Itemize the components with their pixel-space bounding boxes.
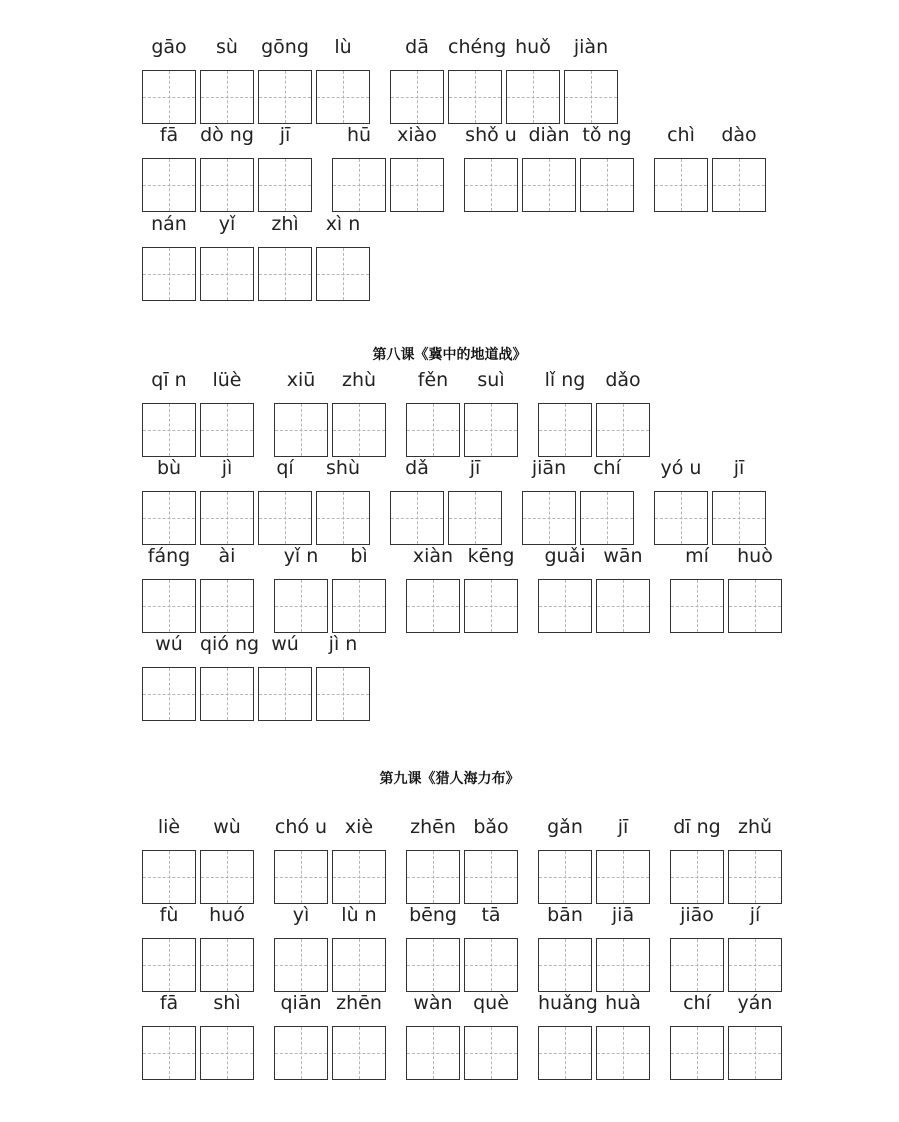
writing-grid-cell[interactable] — [538, 403, 592, 457]
pinyin-label: dò ng — [200, 124, 254, 146]
writing-grid-cell[interactable] — [142, 403, 196, 457]
writing-grid-cell[interactable] — [258, 491, 312, 545]
pinyin-label: gāo — [151, 36, 187, 58]
pinyin-label: gōng — [261, 36, 309, 58]
writing-grid-cell[interactable] — [464, 938, 518, 992]
writing-grid-cell[interactable] — [580, 158, 634, 212]
writing-grid-cell[interactable] — [538, 1026, 592, 1080]
pinyin-label: ài — [218, 545, 236, 567]
writing-grid-cell[interactable] — [258, 247, 312, 301]
pinyin-label: wú — [271, 633, 299, 655]
writing-grid-cell[interactable] — [200, 403, 254, 457]
writing-grid-cell[interactable] — [200, 1026, 254, 1080]
pinyin-label: wù — [213, 816, 241, 838]
pinyin-label: yì — [292, 904, 310, 926]
pinyin-label: zhù — [341, 369, 377, 391]
pinyin-label: bì — [350, 545, 368, 567]
pinyin-label: jiàn — [573, 36, 609, 58]
pinyin-label: huò — [737, 545, 773, 567]
writing-grid-cell[interactable] — [596, 579, 650, 633]
pinyin-label: huà — [605, 992, 641, 1014]
writing-grid-cell[interactable] — [390, 491, 444, 545]
pinyin-label: xiū — [286, 369, 316, 391]
pinyin-label: liè — [157, 816, 181, 838]
writing-grid-cell[interactable] — [332, 1026, 386, 1080]
pinyin-label: yán — [737, 992, 773, 1014]
pinyin-label: tā — [481, 904, 501, 926]
pinyin-label: lù n — [341, 904, 377, 926]
writing-grid-cell[interactable] — [728, 1026, 782, 1080]
writing-grid-cell[interactable] — [390, 158, 444, 212]
writing-grid-cell[interactable] — [142, 850, 196, 904]
writing-grid-cell[interactable] — [464, 1026, 518, 1080]
pinyin-label: jiān — [531, 457, 567, 479]
pinyin-label: shǒ u — [465, 124, 517, 146]
pinyin-label: qí — [276, 457, 294, 479]
writing-grid-cell[interactable] — [670, 938, 724, 992]
pinyin-label: bān — [547, 904, 583, 926]
lesson-heading: 第九课《猎人海力布》 — [379, 771, 520, 787]
writing-grid-cell[interactable] — [448, 491, 502, 545]
pinyin-label: wú — [155, 633, 183, 655]
pinyin-label: huó — [209, 904, 245, 926]
pinyin-label: lù — [334, 36, 352, 58]
pinyin-label: sù — [216, 36, 238, 58]
writing-grid-cell[interactable] — [670, 1026, 724, 1080]
pinyin-label: jī — [617, 816, 629, 838]
writing-grid-cell[interactable] — [142, 579, 196, 633]
writing-grid-cell[interactable] — [200, 158, 254, 212]
pinyin-label: xì n — [325, 213, 361, 235]
writing-grid-cell[interactable] — [332, 850, 386, 904]
writing-grid-cell[interactable] — [332, 158, 386, 212]
writing-grid-cell[interactable] — [142, 938, 196, 992]
pinyin-label: chó u — [274, 816, 328, 838]
writing-grid-cell[interactable] — [538, 579, 592, 633]
pinyin-label: dào — [721, 124, 757, 146]
pinyin-label: jī — [469, 457, 481, 479]
pinyin-label: jī — [279, 124, 291, 146]
writing-grid-cell[interactable] — [596, 938, 650, 992]
writing-grid-cell[interactable] — [258, 158, 312, 212]
writing-grid-cell[interactable] — [406, 850, 460, 904]
writing-grid-cell[interactable] — [464, 850, 518, 904]
writing-grid-cell[interactable] — [316, 491, 370, 545]
writing-grid-cell[interactable] — [522, 158, 576, 212]
pinyin-label: qió ng — [200, 633, 260, 655]
pinyin-label: jí — [749, 904, 761, 926]
writing-grid-cell[interactable] — [596, 403, 650, 457]
lesson-heading: 第八课《冀中的地道战》 — [372, 347, 527, 363]
writing-grid-cell[interactable] — [406, 1026, 460, 1080]
pinyin-label: fěn — [417, 369, 449, 391]
pinyin-label: gǎn — [547, 816, 583, 838]
writing-grid-cell[interactable] — [464, 158, 518, 212]
writing-grid-cell[interactable] — [142, 158, 196, 212]
writing-grid-cell[interactable] — [200, 247, 254, 301]
pinyin-label: guǎi — [544, 545, 586, 567]
writing-grid-cell[interactable] — [142, 70, 196, 124]
writing-grid-cell[interactable] — [406, 938, 460, 992]
writing-grid-cell[interactable] — [142, 667, 196, 721]
pinyin-label: qī n — [151, 369, 187, 391]
pinyin-label: bù — [156, 457, 182, 479]
pinyin-label: jì — [221, 457, 233, 479]
writing-grid-cell[interactable] — [258, 70, 312, 124]
pinyin-label: nán — [151, 213, 187, 235]
writing-grid-cell[interactable] — [200, 579, 254, 633]
writing-grid-cell[interactable] — [332, 403, 386, 457]
pinyin-label: bēng — [409, 904, 457, 926]
writing-grid-cell[interactable] — [596, 1026, 650, 1080]
writing-grid-cell[interactable] — [316, 70, 370, 124]
writing-grid-cell[interactable] — [654, 158, 708, 212]
writing-grid-cell[interactable] — [274, 1026, 328, 1080]
pinyin-label: fā — [159, 992, 179, 1014]
pinyin-label: mí — [685, 545, 709, 567]
pinyin-label: diàn — [528, 124, 570, 146]
pinyin-label: xiào — [397, 124, 437, 146]
pinyin-label: qiān — [280, 992, 322, 1014]
pinyin-label: fáng — [147, 545, 191, 567]
pinyin-label: yǐ n — [283, 545, 319, 567]
writing-grid-cell[interactable] — [200, 850, 254, 904]
pinyin-label: huǎng — [538, 992, 598, 1014]
writing-grid-cell[interactable] — [200, 938, 254, 992]
pinyin-label: chí — [683, 992, 711, 1014]
writing-grid-cell[interactable] — [274, 403, 328, 457]
writing-grid-cell[interactable] — [712, 158, 766, 212]
writing-grid-cell[interactable] — [274, 938, 328, 992]
writing-grid-cell[interactable] — [200, 70, 254, 124]
pinyin-label: shù — [326, 457, 360, 479]
writing-grid-cell[interactable] — [580, 491, 634, 545]
pinyin-label: jì n — [328, 633, 358, 655]
writing-grid-cell[interactable] — [274, 850, 328, 904]
writing-grid-cell[interactable] — [596, 850, 650, 904]
writing-grid-cell[interactable] — [332, 938, 386, 992]
pinyin-label: huǒ — [515, 36, 551, 58]
writing-grid-cell[interactable] — [464, 579, 518, 633]
pinyin-label: jiā — [611, 904, 635, 926]
writing-grid-cell[interactable] — [538, 938, 592, 992]
writing-grid-cell[interactable] — [670, 850, 724, 904]
writing-grid-cell[interactable] — [200, 491, 254, 545]
pinyin-label: lǐ ng — [544, 369, 586, 391]
pinyin-label: wàn — [413, 992, 453, 1014]
writing-grid-cell[interactable] — [538, 850, 592, 904]
pinyin-label: què — [473, 992, 509, 1014]
writing-grid-cell[interactable] — [464, 403, 518, 457]
writing-grid-cell[interactable] — [406, 403, 460, 457]
writing-grid-cell[interactable] — [564, 70, 618, 124]
pinyin-label: yǐ — [218, 213, 236, 235]
pinyin-label: hū — [346, 124, 372, 146]
pinyin-label: wān — [603, 545, 643, 567]
writing-grid-cell[interactable] — [316, 247, 370, 301]
writing-grid-cell[interactable] — [332, 579, 386, 633]
writing-grid-cell[interactable] — [390, 70, 444, 124]
pinyin-label: kēng — [467, 545, 515, 567]
pinyin-label: zhēn — [336, 992, 382, 1014]
writing-grid-cell[interactable] — [448, 70, 502, 124]
writing-grid-cell[interactable] — [200, 667, 254, 721]
pinyin-label: chí — [593, 457, 621, 479]
writing-grid-cell[interactable] — [142, 247, 196, 301]
writing-grid-cell[interactable] — [316, 667, 370, 721]
pinyin-label: fā — [159, 124, 179, 146]
pinyin-label: suì — [477, 369, 505, 391]
pinyin-label: xiè — [344, 816, 374, 838]
pinyin-label: xiàn — [412, 545, 454, 567]
pinyin-label: chì — [667, 124, 695, 146]
writing-grid-cell[interactable] — [728, 579, 782, 633]
writing-grid-cell[interactable] — [728, 850, 782, 904]
pinyin-label: dā — [405, 36, 429, 58]
writing-grid-cell[interactable] — [274, 579, 328, 633]
writing-grid-cell[interactable] — [728, 938, 782, 992]
writing-grid-cell[interactable] — [522, 491, 576, 545]
pinyin-label: dǎo — [605, 369, 641, 391]
pinyin-label: dǎ — [405, 457, 429, 479]
writing-grid-cell[interactable] — [712, 491, 766, 545]
writing-grid-cell[interactable] — [142, 1026, 196, 1080]
pinyin-label: yó u — [660, 457, 702, 479]
pinyin-label: bǎo — [473, 816, 509, 838]
writing-grid-cell[interactable] — [142, 491, 196, 545]
writing-grid-cell[interactable] — [406, 579, 460, 633]
pinyin-label: tǒ ng — [582, 124, 632, 146]
pinyin-label: zhǔ — [737, 816, 773, 838]
pinyin-label: dī ng — [673, 816, 721, 838]
writing-grid-cell[interactable] — [670, 579, 724, 633]
pinyin-label: jiāo — [680, 904, 714, 926]
pinyin-label: fù — [159, 904, 179, 926]
writing-grid-cell[interactable] — [654, 491, 708, 545]
writing-grid-cell[interactable] — [506, 70, 560, 124]
pinyin-label: jī — [733, 457, 745, 479]
pinyin-label: zhì — [271, 213, 299, 235]
pinyin-label: zhēn — [410, 816, 456, 838]
pinyin-label: shì — [213, 992, 241, 1014]
writing-grid-cell[interactable] — [258, 667, 312, 721]
pinyin-label: chéng — [448, 36, 507, 58]
pinyin-label: lüè — [212, 369, 242, 391]
